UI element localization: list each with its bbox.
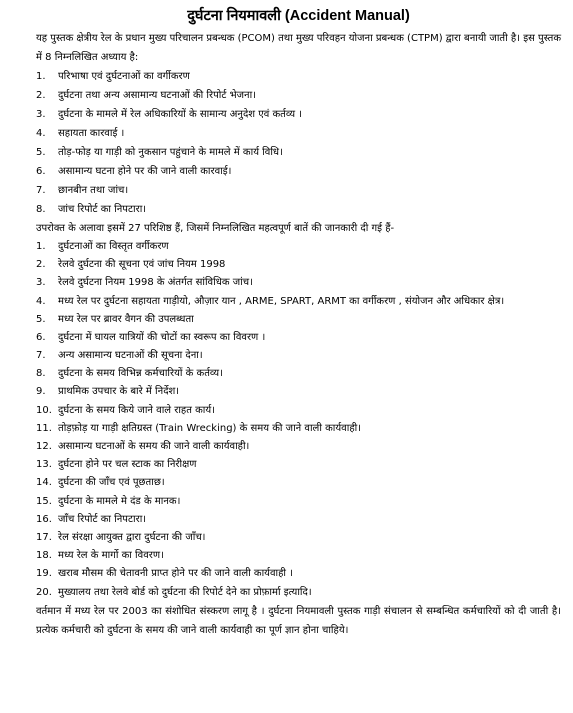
item-text: मुख्यालय तथा रेलवे बोर्ड को दुर्घटना की रिपोर्ट देने का प्रोफ़ार्मा इत्यादि। <box>58 586 312 598</box>
item-text: असामान्य घटनाओं के समय की जाने वाली कार्यवाही। <box>58 441 250 453</box>
item-text: जाँच रिपोर्ट का निपटारा। <box>58 513 147 525</box>
item-text: सहायता कारवाई । <box>58 128 125 139</box>
item-text: छानबीन तथा जांच। <box>58 185 129 196</box>
chapter-item <box>36 200 561 219</box>
item-number: 15. <box>36 495 52 507</box>
annexure-item <box>36 238 561 256</box>
item-number: 6. <box>36 166 46 177</box>
item-number: 9. <box>36 386 46 398</box>
annexure-item <box>36 274 561 292</box>
item-number: 7. <box>36 350 46 362</box>
chapter-item <box>36 105 561 124</box>
item-text: दुर्घटना होने पर चल स्टाक का निरीक्षण <box>58 459 197 471</box>
annexure-intro-paragraph: उपरोक्त के अलावा इसमें 27 परिशिष्ठ हैं, जिसमें निम्नलिखित महत्वपूर्ण बातें की जानकारी दी गई हैं- <box>36 223 395 234</box>
item-number: 19. <box>36 568 52 580</box>
item-text: रेलवे दुर्घटना की सूचना एवं जांच नियम 1998 <box>58 259 226 271</box>
annexure-list <box>36 238 561 602</box>
chapter-list <box>36 67 561 219</box>
item-text: दुर्घटना के मामले में रेल अधिकारियों के सामान्य अनुदेश एवं कर्तव्य । <box>58 109 303 120</box>
item-number: 7. <box>36 185 46 196</box>
intro-paragraph: यह पुस्तक क्षेत्रीय रेल के प्रधान मुख्य परिचालन प्रबन्धक (PCOM) तथा मुख्य परिवहन योजना प्रबन्धक (CTPM) द्वारा बनायी जाती है। इस पुस्तक में 8 निम्नलिखित अध्याय है: <box>36 33 561 63</box>
chapter-item <box>36 181 561 200</box>
item-text: दुर्घटना के समय विभिन्न कर्मचारियों के कर्तव्य। <box>58 368 223 380</box>
annexure-item <box>36 293 561 311</box>
annexure-item <box>36 311 561 329</box>
annexure-item <box>36 456 561 474</box>
item-text: दुर्घटना की जाँच एवं पूछताछ। <box>58 477 165 489</box>
item-number: 1. <box>36 71 46 82</box>
item-number: 20. <box>36 586 52 598</box>
item-number: 12. <box>36 441 52 453</box>
item-number: 10. <box>36 404 52 416</box>
annexure-item <box>36 547 561 565</box>
item-text: तोड़-फोड़ या गाड़ी को नुकसान पहुंचाने के मामले में कार्य विधि। <box>58 147 283 158</box>
chapter-item <box>36 124 561 143</box>
item-number: 11. <box>36 422 52 434</box>
annexure-item <box>36 256 561 274</box>
item-number: 2. <box>36 90 46 101</box>
item-text: दुर्घटना के समय किये जाने वाले राहत कार्य। <box>58 404 215 416</box>
item-number: 4. <box>36 295 46 307</box>
item-text: दुर्घटना में घायल यात्रियों की चोटों का स्वरूप का विवरण । <box>58 331 266 343</box>
item-text: रेल संरक्षा आयुक्त द्वारा दुर्घटना की जाँच। <box>58 532 206 544</box>
item-number: 8. <box>36 368 46 380</box>
item-text: खराब मौसम की चेतावनी प्राप्त होने पर की जाने वाली कार्यवाही । <box>58 568 293 580</box>
annexure-item <box>36 438 561 456</box>
document-title: दुर्घटना नियमावली (Accident Manual) <box>187 8 410 24</box>
annexure-item <box>36 420 561 438</box>
item-text: जांच रिपोर्ट का निपटारा। <box>58 204 147 215</box>
item-text: मध्य रेल पर दुर्घटना सहायता गाड़ीयो, औज़ार यान , ARME, SPART, ARMT का वर्गीकरण , संयोजन और अधिकार क्षेत्र। <box>58 295 505 307</box>
item-number: 14. <box>36 477 52 489</box>
item-number: 17. <box>36 532 52 544</box>
item-text: असामान्य घटना होने पर की जाने वाली कारवाई। <box>58 166 232 177</box>
item-number: 8. <box>36 204 46 215</box>
item-number: 6. <box>36 331 46 343</box>
annexure-item <box>36 474 561 492</box>
item-number: 4. <box>36 128 46 139</box>
chapter-item <box>36 162 561 181</box>
item-text: दुर्घटना के मामले मे दंड के मानक। <box>58 495 181 507</box>
chapter-item <box>36 143 561 162</box>
item-number: 18. <box>36 550 52 562</box>
closing-paragraph: वर्तमान में मध्य रेल पर 2003 का संशोधित संस्करण लागू है । दुर्घटना नियमावली पुस्तक गाड़ी संचालन से सम्बन्धित कर्मचारियों को दी जाती है। प्रत्येक कर्मचारी को दुर्घटना के समय की जाने वाली कार्यवाही का पूर्ण ज्ञान होना चाहिये। <box>36 605 561 636</box>
item-number: 5. <box>36 313 46 325</box>
chapter-item <box>36 86 561 105</box>
annexure-item <box>36 383 561 401</box>
annexure-item <box>36 329 561 347</box>
item-text: दुर्घटना तथा अन्य असामान्य घटनाओं की रिपोर्ट भेजना। <box>58 90 256 101</box>
annexure-item <box>36 565 561 583</box>
item-text: प्राथमिक उपचार के बारे में निर्देश। <box>58 386 180 398</box>
item-number: 16. <box>36 513 52 525</box>
item-number: 2. <box>36 259 46 271</box>
annexure-item <box>36 347 561 365</box>
annexure-item <box>36 511 561 529</box>
item-number: 1. <box>36 241 46 252</box>
item-text: दुर्घटनाओं का विस्तृत वर्गीकरण <box>58 241 169 252</box>
item-text: अन्य असामान्य घटनाओं की सूचना देना। <box>58 350 203 362</box>
item-text: परिभाषा एवं दुर्घटनाओं का वर्गीकरण <box>58 71 190 82</box>
annexure-item <box>36 529 561 547</box>
item-text: मध्य रेल के मार्गो का विवरण। <box>58 550 164 562</box>
item-text: मध्य रेल पर ब्रावर वैगन की उपलब्धता <box>58 313 194 325</box>
annexure-item <box>36 584 561 602</box>
item-text: रेलवे दुर्घटना नियम 1998 के अंतर्गत सांविधिक जांच। <box>58 277 253 289</box>
item-number: 3. <box>36 109 46 120</box>
chapter-item <box>36 67 561 86</box>
annexure-item <box>36 402 561 420</box>
item-number: 3. <box>36 277 46 289</box>
item-number: 13. <box>36 459 52 471</box>
item-text: तोड़फ़ोड़ या गाड़ी क्षतिग्रस्त (Train Wrecking) के समय की जाने वाली कार्यवाही। <box>58 422 362 434</box>
item-number: 5. <box>36 147 46 158</box>
annexure-item <box>36 493 561 511</box>
annexure-item <box>36 365 561 383</box>
